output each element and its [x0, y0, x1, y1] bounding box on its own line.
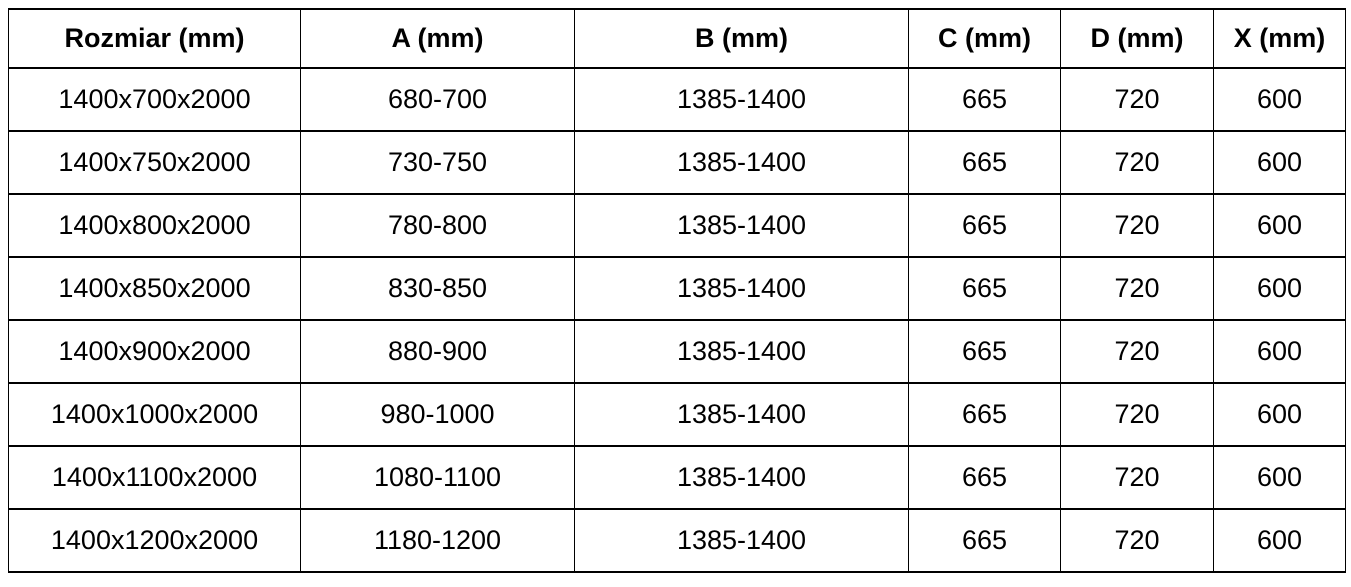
cell-x: 600	[1214, 194, 1346, 257]
cell-c: 665	[909, 257, 1061, 320]
cell-b: 1385-1400	[575, 509, 909, 572]
cell-c: 665	[909, 194, 1061, 257]
cell-rozmiar: 1400x750x2000	[9, 131, 301, 194]
cell-rozmiar: 1400x1100x2000	[9, 446, 301, 509]
cell-b: 1385-1400	[575, 131, 909, 194]
cell-b: 1385-1400	[575, 68, 909, 131]
cell-c: 665	[909, 320, 1061, 383]
header-cell-a: A (mm)	[301, 9, 575, 68]
cell-b: 1385-1400	[575, 446, 909, 509]
cell-x: 600	[1214, 509, 1346, 572]
table-row	[9, 68, 1346, 131]
table-row	[9, 320, 1346, 383]
table-row	[9, 131, 1346, 194]
cell-a: 830-850	[301, 257, 575, 320]
cell-rozmiar: 1400x800x2000	[9, 194, 301, 257]
cell-rozmiar: 1400x900x2000	[9, 320, 301, 383]
header-cell-b: B (mm)	[575, 9, 909, 68]
cell-b: 1385-1400	[575, 320, 909, 383]
cell-a: 1180-1200	[301, 509, 575, 572]
cell-a: 980-1000	[301, 383, 575, 446]
header-cell-d: D (mm)	[1061, 9, 1214, 68]
cell-a: 1080-1100	[301, 446, 575, 509]
header-cell-rozmiar: Rozmiar (mm)	[9, 9, 301, 68]
cell-d: 720	[1061, 446, 1214, 509]
size-spec-table	[8, 8, 1346, 573]
cell-x: 600	[1214, 446, 1346, 509]
cell-x: 600	[1214, 320, 1346, 383]
cell-b: 1385-1400	[575, 383, 909, 446]
cell-x: 600	[1214, 68, 1346, 131]
cell-b: 1385-1400	[575, 194, 909, 257]
header-row	[9, 9, 1346, 68]
cell-rozmiar: 1400x850x2000	[9, 257, 301, 320]
cell-d: 720	[1061, 257, 1214, 320]
cell-x: 600	[1214, 257, 1346, 320]
cell-d: 720	[1061, 509, 1214, 572]
cell-c: 665	[909, 509, 1061, 572]
cell-x: 600	[1214, 383, 1346, 446]
cell-rozmiar: 1400x700x2000	[9, 68, 301, 131]
cell-d: 720	[1061, 194, 1214, 257]
cell-a: 880-900	[301, 320, 575, 383]
cell-a: 730-750	[301, 131, 575, 194]
cell-c: 665	[909, 446, 1061, 509]
cell-a: 680-700	[301, 68, 575, 131]
table-row	[9, 509, 1346, 572]
cell-c: 665	[909, 68, 1061, 131]
cell-rozmiar: 1400x1200x2000	[9, 509, 301, 572]
cell-b: 1385-1400	[575, 257, 909, 320]
header-cell-c: C (mm)	[909, 9, 1061, 68]
table-row	[9, 383, 1346, 446]
table-row	[9, 194, 1346, 257]
cell-d: 720	[1061, 68, 1214, 131]
cell-d: 720	[1061, 383, 1214, 446]
cell-c: 665	[909, 131, 1061, 194]
cell-x: 600	[1214, 131, 1346, 194]
cell-c: 665	[909, 383, 1061, 446]
table-row	[9, 257, 1346, 320]
cell-a: 780-800	[301, 194, 575, 257]
cell-rozmiar: 1400x1000x2000	[9, 383, 301, 446]
header-cell-x: X (mm)	[1214, 9, 1346, 68]
table-row	[9, 446, 1346, 509]
cell-d: 720	[1061, 131, 1214, 194]
cell-d: 720	[1061, 320, 1214, 383]
